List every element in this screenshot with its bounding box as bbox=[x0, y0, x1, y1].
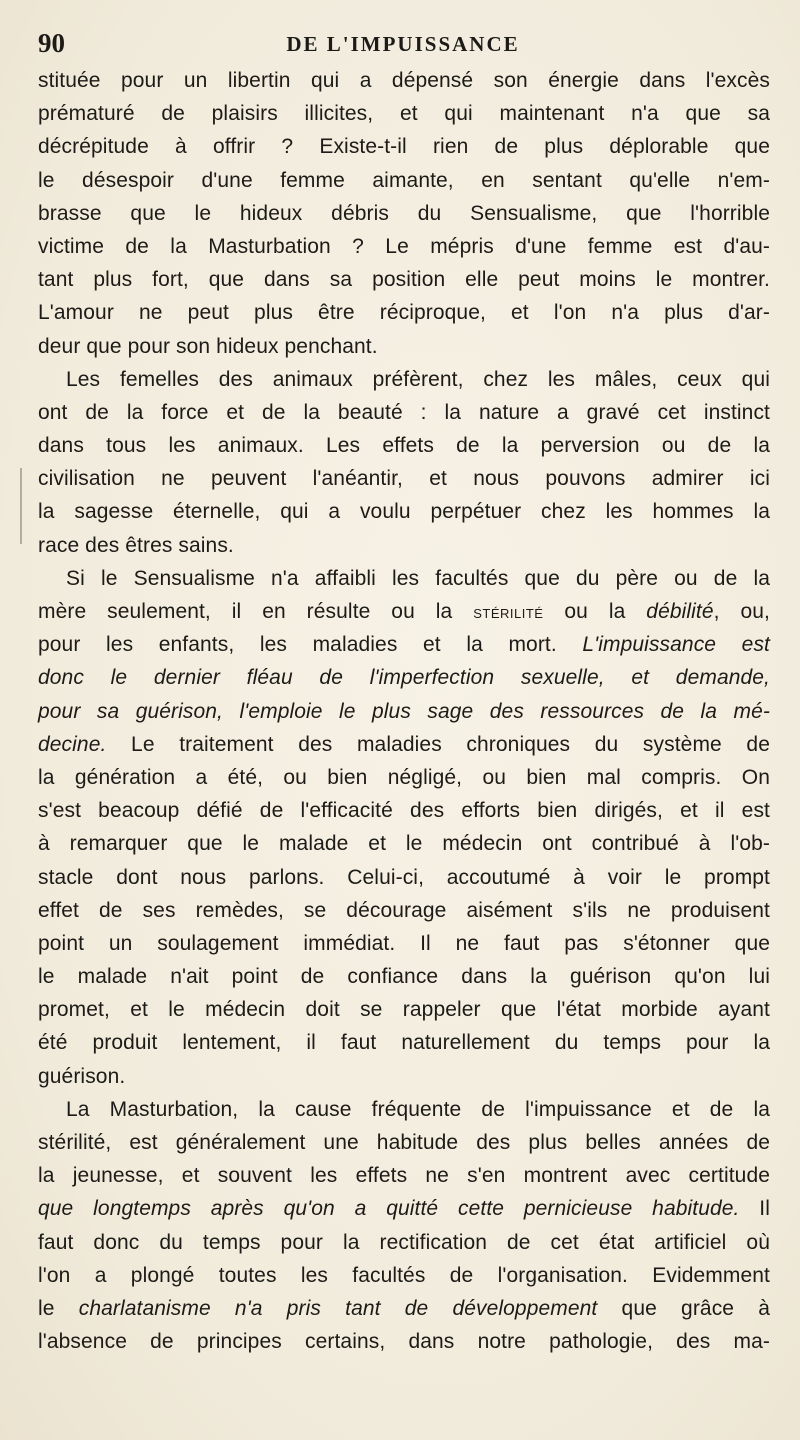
italic-run: L'impuissance est bbox=[582, 633, 770, 657]
text-run: le bbox=[38, 1296, 79, 1320]
text-line: s'est beacoup défié de l'efficacité des efforts bien dirigés, et il est bbox=[38, 799, 770, 823]
text-line bbox=[38, 661, 770, 694]
text-line: la jeunesse, et souvent les effets ne s'en montrent avec certitude bbox=[38, 1164, 770, 1188]
text-line: décrépitude à offrir ? Existe-t-il rien de plus déplorable que bbox=[38, 135, 770, 159]
paragraph-end-line: guérison. bbox=[38, 1064, 126, 1088]
page-number: 90 bbox=[38, 28, 65, 58]
text-line: faut donc du temps pour la rectification de cet état artificiel où bbox=[38, 1230, 770, 1254]
text-line: l'absence de principes certains, dans notre pathologie, des ma- bbox=[38, 1330, 770, 1354]
text-line: stacle dont nous parlons. Celui-ci, accoutumé à voir le prompt bbox=[38, 865, 770, 889]
italic-run: que longtemps après qu'on a quitté cette pernicieuse habitude. bbox=[38, 1197, 740, 1221]
text-line: ont de la force et de la beauté : la nature a gravé cet instinct bbox=[38, 400, 770, 424]
text-run: ou la bbox=[543, 600, 647, 623]
text-run: , ou, bbox=[713, 600, 770, 623]
text-line: dans tous les animaux. Les effets de la perversion ou de la bbox=[38, 434, 770, 458]
text-run: mère seulement, il en résulte ou la bbox=[38, 600, 474, 623]
text-line: stérilité, est généralement une habitude des plus belles années de bbox=[38, 1131, 770, 1154]
paragraph-start-line: La Masturbation, la cause fréquente de l'impuissance et de la bbox=[66, 1097, 770, 1121]
paragraph-end-line: race des êtres sains. bbox=[38, 533, 234, 557]
italic-run: charlatanisme n'a pris tant de développement bbox=[78, 1296, 598, 1320]
italic-run: decine. bbox=[38, 732, 107, 756]
text-line: la sagesse éternelle, qui a voulu perpétuer chez les hommes la bbox=[38, 500, 770, 524]
text-run: pour les enfants, les maladies et la mort. bbox=[38, 633, 583, 657]
italic-term: débilité bbox=[646, 600, 714, 623]
paragraph-end-line: deur que pour son hideux penchant. bbox=[38, 334, 378, 358]
text-line: à remarquer que le malade et le médecin ont contribué à l'ob- bbox=[38, 832, 770, 856]
italic-run: donc le dernier fléau de l'imperfection sexuelle, et demande, bbox=[38, 666, 770, 690]
text-line: le désespoir d'une femme aimante, en sentant qu'elle n'em- bbox=[38, 168, 770, 192]
text-line bbox=[38, 628, 770, 661]
margin-mark bbox=[20, 468, 22, 544]
text-line: brasse que le hideux débris du Sensualisme, que l'horrible bbox=[38, 201, 770, 225]
running-title: DE L'IMPUISSANCE bbox=[286, 32, 520, 56]
italic-run: pour sa guérison, l'emploie le plus sage des ressources de la mé- bbox=[38, 699, 770, 723]
text-line: tant plus fort, que dans sa position elle peut moins le montrer. bbox=[38, 268, 770, 292]
text-line: civilisation ne peuvent l'anéantir, et nous pouvons admirer ici bbox=[38, 467, 770, 491]
text-line: été produit lentement, il faut naturellement du temps pour la bbox=[38, 1031, 770, 1055]
running-head bbox=[38, 28, 768, 62]
text-run: que grâce à bbox=[597, 1296, 771, 1320]
text-line: victime de la Masturbation ? Le mépris d'une femme est d'au- bbox=[38, 234, 770, 258]
text-line: prématuré de plaisirs illicites, et qui maintenant n'a que sa bbox=[38, 102, 770, 126]
text-run: Le traitement des maladies chroniques du système de bbox=[106, 732, 770, 756]
text-line: point un soulagement immédiat. Il ne faut pas s'étonner que bbox=[38, 931, 770, 955]
body-text bbox=[38, 64, 770, 1358]
paragraph-start-line: Si le Sensualisme n'a affaibli les facultés que du père ou de la bbox=[66, 566, 770, 590]
text-line bbox=[38, 695, 770, 728]
text-line bbox=[38, 595, 770, 628]
text-line: promet, et le médecin doit se rappeler que l'état morbide ayant bbox=[38, 998, 770, 1022]
text-line: la génération a été, ou bien négligé, ou bien mal compris. On bbox=[38, 765, 770, 789]
paragraph-start-line: Les femelles des animaux préfèrent, chez les mâles, ceux qui bbox=[66, 367, 770, 391]
text-line: l'on a plongé toutes les facultés de l'organisation. Evidemment bbox=[38, 1263, 770, 1287]
text-line bbox=[38, 1292, 770, 1325]
text-line: stituée pour un libertin qui a dépensé son énergie dans l'excès bbox=[38, 69, 770, 92]
small-caps-term: stérilité bbox=[473, 602, 544, 623]
text-line bbox=[38, 728, 770, 761]
text-run: Il bbox=[739, 1197, 770, 1221]
text-line bbox=[38, 1192, 770, 1225]
text-line: effet de ses remèdes, se décourage aisément s'ils ne produisent bbox=[38, 898, 770, 922]
text-line: L'amour ne peut plus être réciproque, et l'on n'a plus d'ar- bbox=[38, 301, 770, 325]
text-line: le malade n'ait point de confiance dans la guérison qu'on lui bbox=[38, 965, 770, 989]
